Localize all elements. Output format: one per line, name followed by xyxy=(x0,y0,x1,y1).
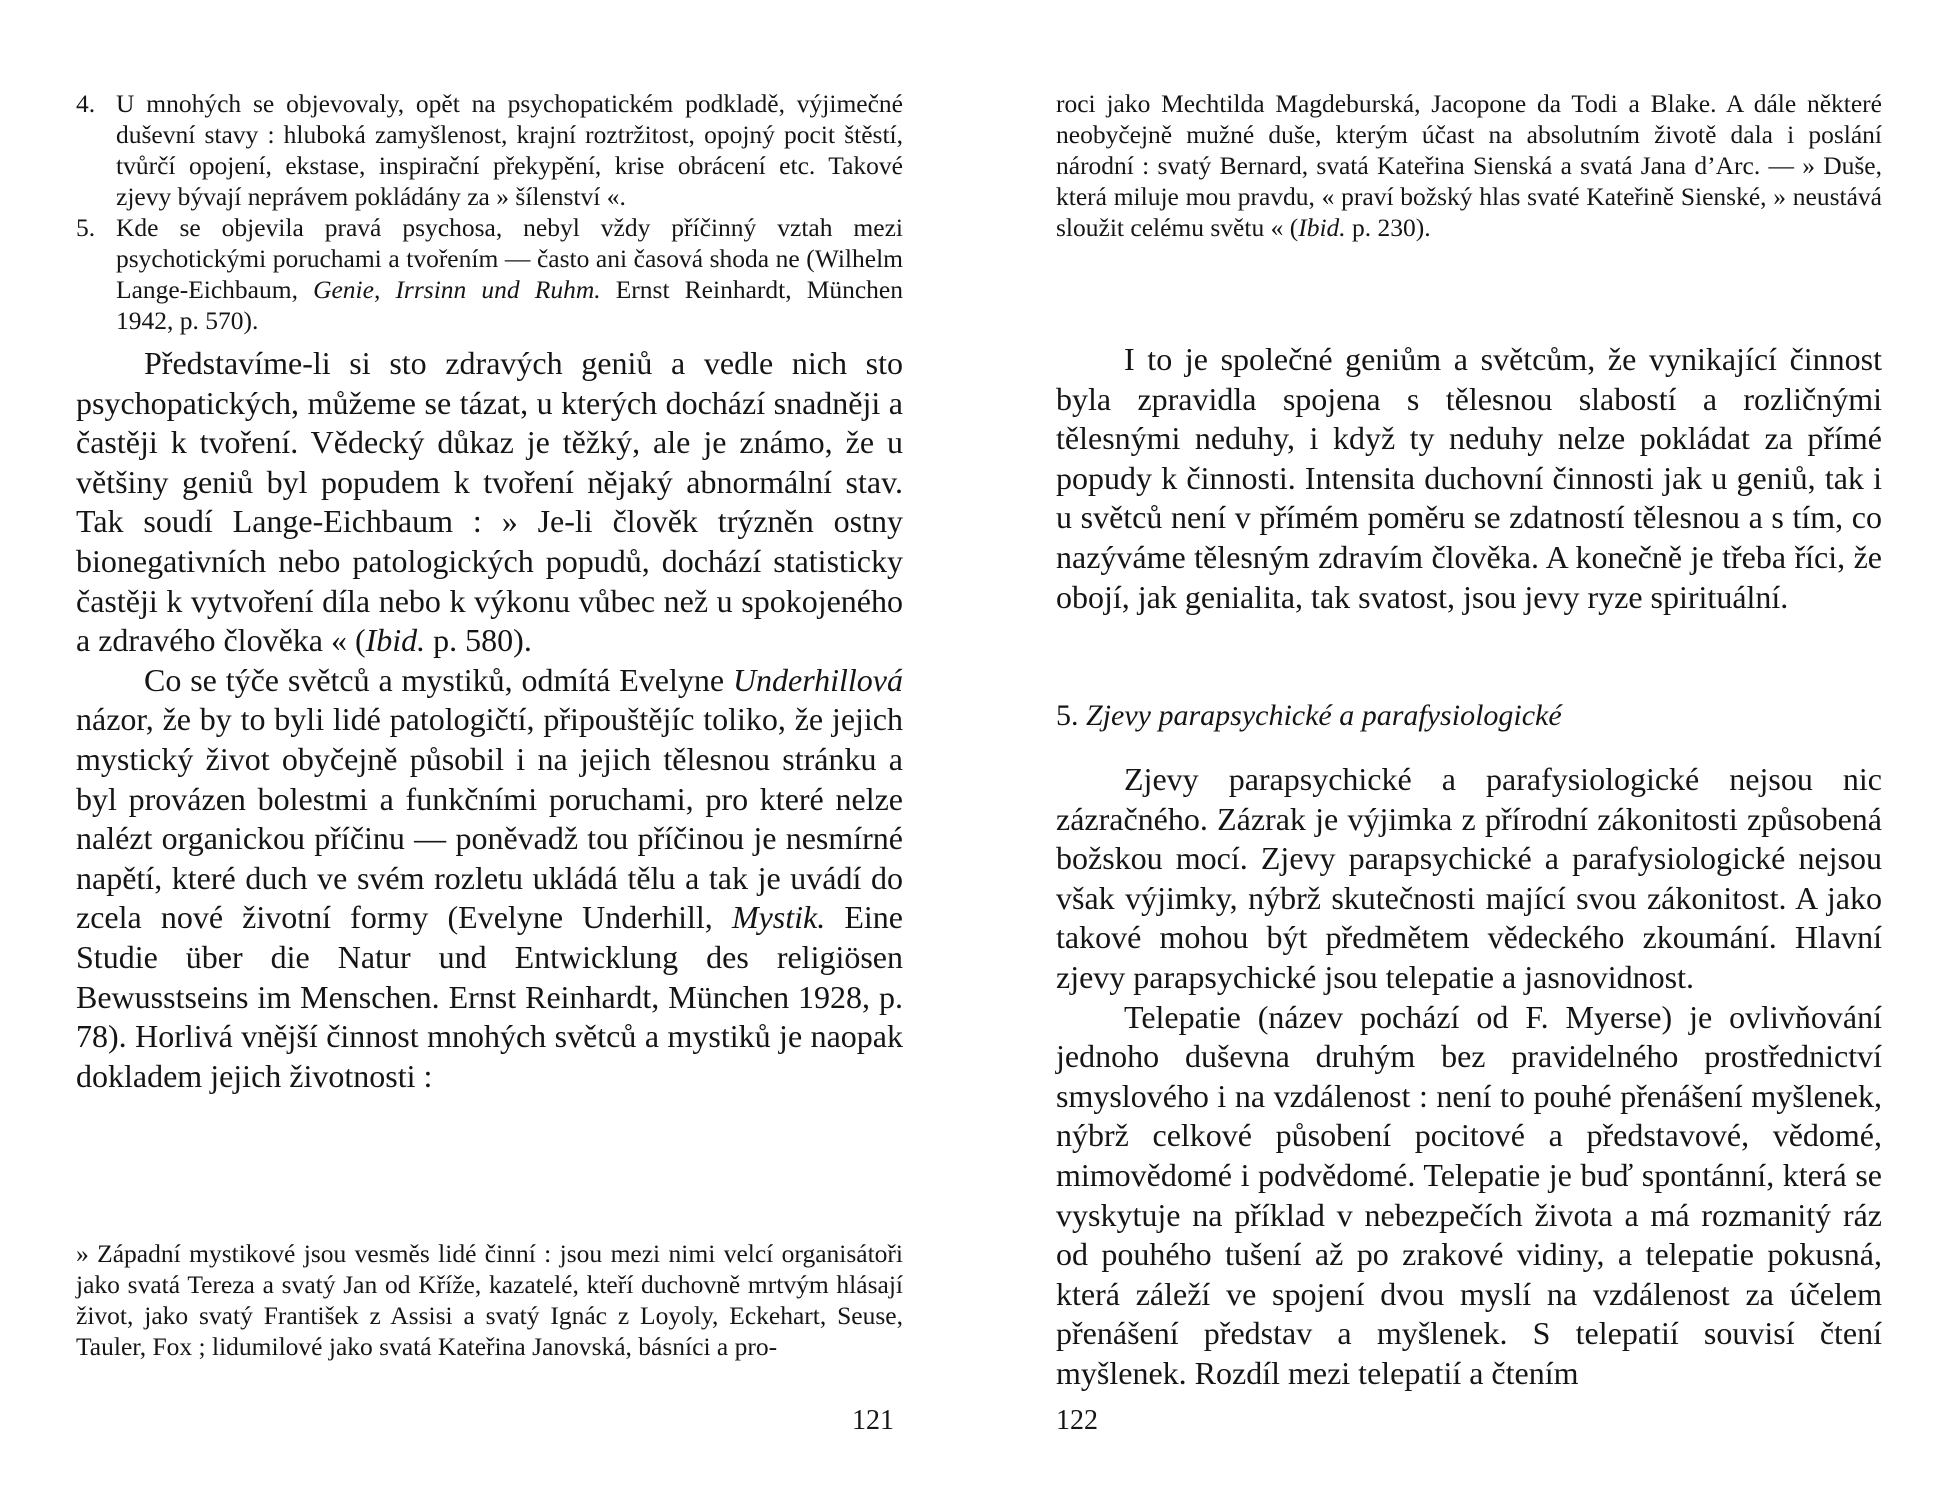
block-quote xyxy=(76,1238,903,1362)
body-text xyxy=(76,344,903,1096)
citation-ref: Ibid. xyxy=(365,622,426,659)
note-5 xyxy=(76,212,903,336)
right-page xyxy=(968,0,1936,1500)
note-text: Kde se objevila pravá psychosa, nebyl vždy příčinný vztah mezi psychotickými poruchami a tvořením — často ani časová shoda ne (Wilhelm Lange-Eichbaum, xyxy=(116,213,903,304)
paragraph-text: p. 580). xyxy=(425,622,532,659)
quote-text-part: roci jako Mechtilda Magdeburská, Jacopone da Todi a Blake. A dále některé neobyčejně mužné duše, kterým účast na absolutním životě dala i poslání národní : svatý Bernard, svatá Kateřina Sienská a svatá Jana d’Arc. — » Duše, která miluje mou pravdu, « praví božský hlas svaté Kateřině Sienské, » neustává sloužit celému světu « ( xyxy=(1056,89,1882,242)
page-number: 122 xyxy=(1056,1405,1098,1436)
quote-text: » Západní mystikové jsou vesměs lidé činní : jsou mezi nimi velcí organisátoři jako svatá Tereza a svatý Jan od Kříže, kazatelé, kteří duchovně mrtvým hlásají život, jako svatý František z Assisi a svatý Ignác z Loyoly, Eckehart, Seuse, Tauler, Fox ; lidumilové jako svatá Kateřina Janovská, básníci a pro- xyxy=(76,1239,903,1361)
citation-ref: Ibid. xyxy=(1298,213,1346,242)
paragraph: I to je společné geniům a světcům, že vynikající činnost byla zpravidla spojena s tělesnou slabostí a rozličnými tělesnými neduhy, i když ty neduhy nelze pokládat za přímé popudy k činnosti. Intensita duchovní činnosti jak u geniů, tak i u světců není v přímém poměru se zdatností tělesnou a s tím, co nazýváme tělesným zdravím člověka. A konečně je třeba říci, že obojí, jak genialita, tak svatost, jsou jevy ryze spirituální. xyxy=(1056,341,1882,615)
paragraph-text: Co se týče světců a mystiků, odmítá Evelyne xyxy=(144,661,733,698)
book-title: Genie, Irrsinn und Ruhm. xyxy=(313,275,601,304)
paragraph xyxy=(76,661,903,1097)
section-number: 5. xyxy=(1056,699,1079,732)
paragraph-text: Eine Studie über die Natur und Entwicklung des religiösen Bewusstseins im Menschen. Ernst Reinhardt, München 1928, p. 78). Horlivá vnější činnost mnohých světců a mystiků je naopak dokladem jejich životnosti : xyxy=(76,899,904,1094)
note-text: U mnohých se objevovaly, opět na psychopatickém podkladě, výjimečné duševní stavy : hluboká zamyšlenost, krajní roztržitost, opojný pocit štěstí, tvůrčí opojení, ekstase, inspirační překypění, krise obrácení etc. Takové zjevy bývají neprávem pokládány za » šílenství «. xyxy=(116,89,903,211)
note-text: Ernst Reinhardt, München 1942, p. 570). xyxy=(116,275,903,335)
note-number: 4. xyxy=(76,89,96,118)
note-4 xyxy=(76,88,903,212)
page-number: 121 xyxy=(852,1405,894,1436)
section-heading xyxy=(1056,696,1882,736)
paragraph: Zjevy parapsychické a parafysiologické nejsou nic zázračného. Zázrak je výjimka z přírodní zákonitosti způsobená božskou mocí. Zjevy parapsychické a parafysiologické nejsou však výjimky, nýbrž skutečnosti mající svou zákonitost. A jako takové mohou být předmětem vědeckého zkoumání. Hlavní zjevy parapsychické jsou telepatie a jasnovidnost. xyxy=(1056,761,1882,995)
footnote-list xyxy=(76,88,903,336)
quote-text-part: p. 230). xyxy=(1345,213,1431,242)
paragraph-text: názor, že by to byli lidé patologičtí, připouštějíc toliko, že jejich mystický život obyčejně působil i na jejich tělesnou stránku a byl provázen bolestmi a funkčními poruchami, pro které nelze nalézt organickou příčinu — poněvadž tou příčinou je nesmírné napětí, které duch ve svém rozletu ukládá tělu a tak je uvádí do zcela nové životní formy (Evelyne Underhill, xyxy=(76,701,903,936)
block-quote-continued xyxy=(1056,88,1882,243)
body-text-section xyxy=(1056,760,1882,1394)
quote-text xyxy=(1056,88,1882,243)
note-number: 5. xyxy=(76,213,96,242)
section-title: Zjevy parapsychické a parafysiologické xyxy=(1086,699,1562,732)
paragraph xyxy=(76,344,903,661)
paragraph-text: Představíme-li si sto zdravých geniů a vedle nich sto psychopatických, můžeme se tázat, u kterých dochází snadněji a častěji k tvoření. Vědecký důkaz je těžký, ale je známo, že u většiny geniů byl popudem k tvoření nějaký abnormální stav. Tak soudí Lange-Eichbaum : » Je-li člověk trýzněn ostny bionegativních nebo patologických popudů, dochází statisticky častěji k vytvoření díla nebo k výkonu vůbec než u spokojeného a zdravého člověka « ( xyxy=(76,345,903,659)
body-text xyxy=(1056,340,1882,617)
paragraph: Telepatie (název pochází od F. Myerse) je ovlivňování jednoho duševna druhým bez pravidelného prostřednictví smyslového i na vzdálenost : není to pouhé přenášení myšlenek, nýbrž celkové působení pocitové a představové, vědomé, mimovědomé i podvědomé. Telepatie je buď spontánní, která se vyskytuje na příklad v nebezpečích života a má rozmanitý ráz od pouhého tušení až po zrakové vidiny, a telepatie pokusná, která záleží ve spojení dvou myslí na vzdálenost za účelem přenášení představ a myšlenek. S telepatií souvisí čtení myšlenek. Rozdíl mezi telepatií a čtením xyxy=(1056,998,1882,1391)
book-title: Mystik. xyxy=(731,899,826,936)
author-name: Underhillová xyxy=(732,661,903,698)
